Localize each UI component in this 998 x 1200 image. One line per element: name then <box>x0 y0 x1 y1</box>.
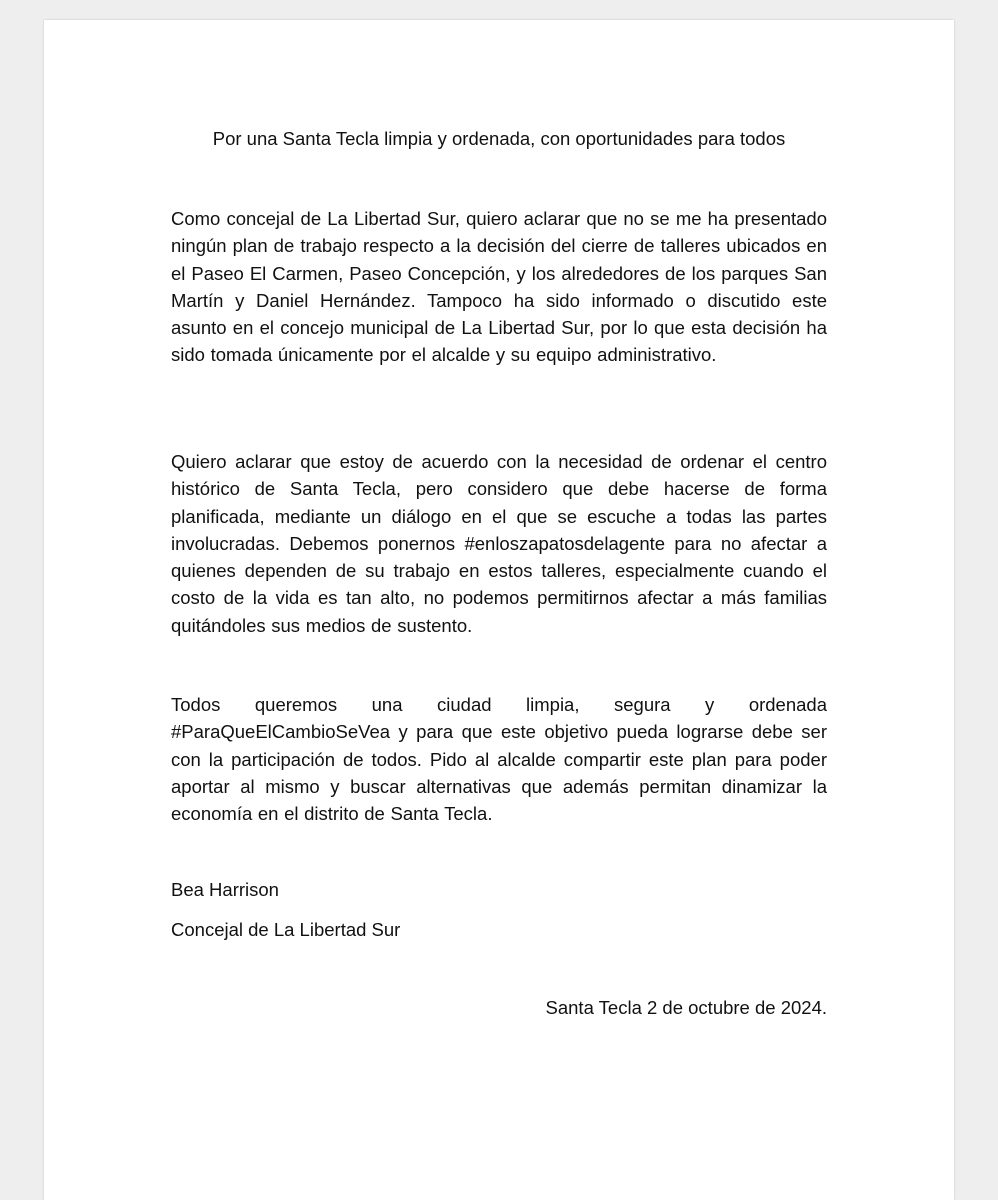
date-line: Santa Tecla 2 de octubre de 2024. <box>545 997 827 1018</box>
paragraph-1: Como concejal de La Libertad Sur, quiero aclarar que no se me ha presentado ningún plan de trabajo respecto a la decisión del cierre de talleres ubicados en el Paseo El Carmen, Paseo Concepción, y los alrededores de los parques San Martín y Daniel Hernández. Tampoco ha sido informado o discutido este asunto en el concejo municipal de La Libertad Sur, por lo que esta decisión ha sido tomada únicamente por el alcalde y su equipo administrativo. <box>171 208 827 366</box>
paragraph-3: Todos queremos una ciudad limpia, segura y ordenada #ParaQueElCambioSeVea y para que este objetivo pueda lograrse debe ser con la participación de todos. Pido al alcalde compartir este plan para poder aportar al mismo y buscar alternativas que además permitan dinamizar la economía en el distrito de Santa Tecla. <box>171 694 827 825</box>
document-page <box>44 20 954 1200</box>
paragraph-2: Quiero aclarar que estoy de acuerdo con la necesidad de ordenar el centro histórico de Santa Tecla, pero considero que debe hacerse de forma planificada, mediante un diálogo en el que se escuche a todas las partes involucradas. Debemos ponernos #enloszapatosdelagente para no afectar a quienes dependen de su trabajo en estos talleres, especialmente cuando el costo de la vida es tan alto, no podemos permitirnos afectar a más familias quitándoles sus medios de sustento. <box>171 451 827 636</box>
signature-name: Bea Harrison <box>171 879 279 900</box>
document-title: Por una Santa Tecla limpia y ordenada, con oportunidades para todos <box>212 128 786 149</box>
signature-position: Concejal de La Libertad Sur <box>171 919 401 940</box>
